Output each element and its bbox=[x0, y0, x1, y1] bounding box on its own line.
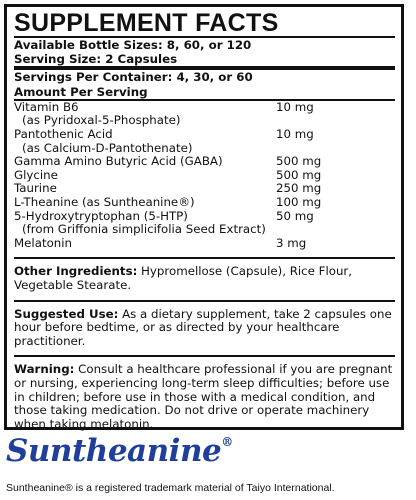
other-ingredients-text: Hypromellose (Capsule), Rice Flour, Vegetable Stearate. bbox=[14, 264, 353, 292]
ingredient-name: Melatonin bbox=[14, 235, 73, 250]
ingredient-amount: 100 mg bbox=[276, 194, 322, 209]
ingredient-amount: 50 mg bbox=[276, 208, 314, 223]
ingredient-name: Taurine bbox=[14, 181, 57, 196]
suggested-use bbox=[14, 308, 395, 349]
ingredient-row bbox=[14, 196, 395, 210]
ingredient-row bbox=[14, 155, 395, 169]
ingredient-row bbox=[14, 223, 395, 237]
suntheanine-logo bbox=[6, 433, 233, 469]
ingredient-name: Vitamin B6 bbox=[14, 99, 79, 114]
ingredients-divider bbox=[14, 257, 395, 259]
ingredient-source: (as Calcium-D-Pantothenate) bbox=[22, 140, 193, 155]
suggested-use-divider bbox=[14, 300, 395, 302]
serving-size: Serving Size: 2 Capsules bbox=[14, 52, 178, 67]
servings-per-container: Servings Per Container: 4, 30, or 60 bbox=[14, 70, 253, 85]
ingredient-row bbox=[14, 128, 395, 142]
ingredient-row bbox=[14, 114, 395, 128]
logo-wordmark: Suntheanine bbox=[6, 433, 222, 469]
other-ingredients-label: Other Ingredients: bbox=[14, 264, 138, 279]
warning-text: Consult a healthcare professional if you are pregnant or nursing, experiencing long-term sleep difficulties; before use in children; before use in those with a medical condition, and those taking medication. Do not drive or operate machinery when taking melatonin. bbox=[14, 362, 393, 431]
warning bbox=[14, 363, 395, 431]
ingredient-row bbox=[14, 210, 395, 224]
ingredient-source: (from Griffonia simplicifolia Seed Extract) bbox=[22, 222, 266, 237]
trademark-note: Suntheanine® is a registered trademark material of Taiyo International. bbox=[6, 482, 335, 494]
ingredient-amount: 500 mg bbox=[276, 154, 322, 169]
warning-label: Warning: bbox=[14, 362, 75, 377]
ingredient-amount: 250 mg bbox=[276, 181, 322, 196]
bottle-sizes: Available Bottle Sizes: 8, 60, or 120 bbox=[14, 38, 252, 52]
warning-divider bbox=[14, 355, 395, 357]
ingredient-name: Pantothenic Acid bbox=[14, 127, 113, 141]
ingredient-name: L-Theanine (as Suntheanine®) bbox=[14, 194, 195, 209]
ingredient-list bbox=[14, 101, 395, 251]
ingredient-amount: 10 mg bbox=[276, 127, 314, 141]
ingredient-amount: 10 mg bbox=[276, 99, 314, 114]
suggested-use-label: Suggested Use: bbox=[14, 306, 119, 321]
ingredient-amount: 3 mg bbox=[276, 235, 307, 250]
amount-per-serving-heading: Amount Per Serving bbox=[14, 84, 148, 99]
suggested-use-text: As a dietary supplement, take 2 capsules one hour before bedtime, or as directed by your healthcare practitioner. bbox=[14, 306, 392, 348]
ingredient-name: Glycine bbox=[14, 167, 58, 182]
other-ingredients bbox=[14, 265, 395, 292]
ingredient-name: Gamma Amino Butyric Acid (GABA) bbox=[14, 154, 223, 169]
ingredient-row bbox=[14, 237, 395, 251]
ingredient-row bbox=[14, 101, 395, 115]
registered-mark: ® bbox=[221, 435, 233, 449]
ingredient-amount: 500 mg bbox=[276, 167, 322, 182]
ingredient-row bbox=[14, 169, 395, 183]
ingredient-row bbox=[14, 142, 395, 156]
ingredient-name: 5-Hydroxytryptophan (5-HTP) bbox=[14, 208, 188, 223]
supplement-facts-panel bbox=[4, 4, 404, 430]
panel-title: SUPPLEMENT FACTS bbox=[14, 9, 279, 37]
ingredient-source: (as Pyridoxal-5-Phosphate) bbox=[22, 113, 181, 128]
ingredient-row bbox=[14, 182, 395, 196]
